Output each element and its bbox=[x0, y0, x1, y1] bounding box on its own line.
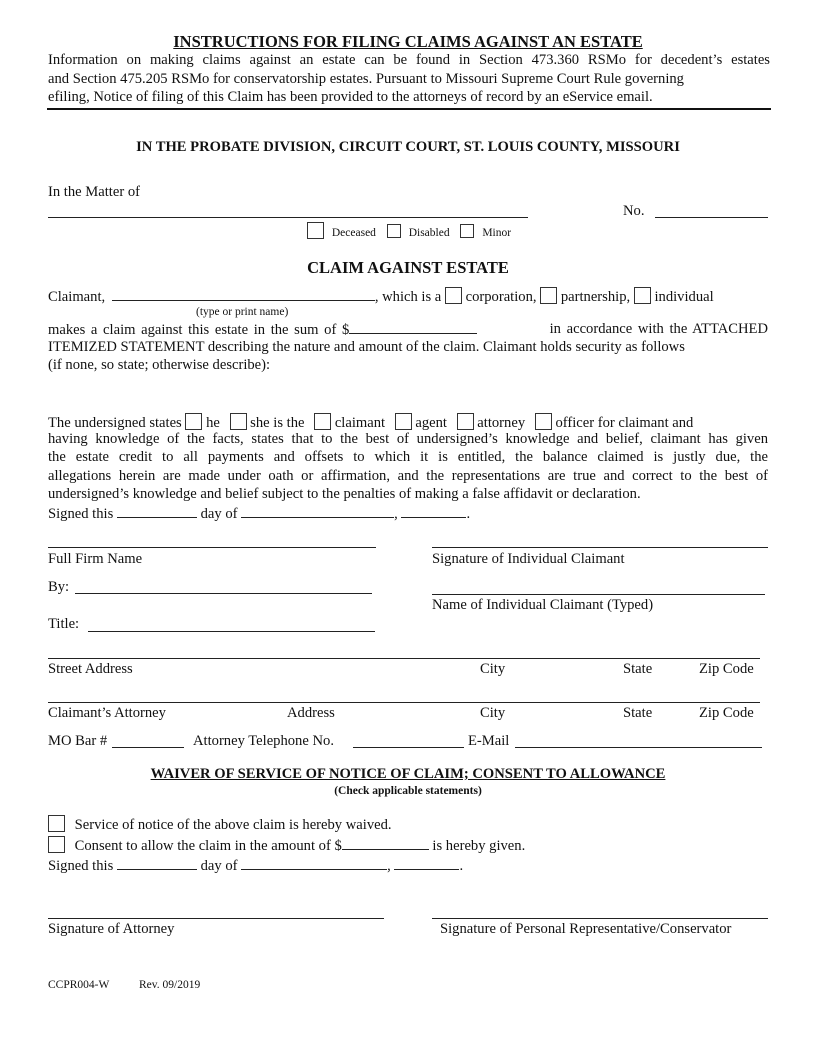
city-label: City bbox=[480, 661, 506, 677]
agent-role-label: agent bbox=[415, 415, 447, 431]
street-address-line[interactable] bbox=[48, 658, 760, 659]
partnership-label: partnership, bbox=[560, 289, 631, 305]
consent-suffix: is hereby given. bbox=[432, 838, 526, 854]
attorney-address-line[interactable] bbox=[48, 702, 760, 703]
rep-signature-line[interactable] bbox=[432, 918, 768, 919]
disabled-label: Disabled bbox=[408, 227, 450, 239]
affidavit-line-4: undersigned’s knowledge and belief subject to the penalties of making a false affidavit or declaration. bbox=[48, 486, 641, 502]
officer-role-label: officer for claimant and bbox=[555, 415, 694, 431]
waiver-title: WAIVER OF SERVICE OF NOTICE OF CLAIM; CONSENT TO ALLOWANCE bbox=[150, 766, 666, 782]
case-number-field[interactable] bbox=[655, 217, 768, 218]
attorney-state-label: State bbox=[623, 705, 653, 721]
agent-role-checkbox[interactable] bbox=[395, 413, 412, 430]
street-address-label: Street Address bbox=[48, 661, 133, 677]
affidavit-signed-row: Signed this day of , . bbox=[48, 506, 471, 522]
instructions-text bbox=[48, 51, 770, 107]
attorney-signature-label: Signature of Attorney bbox=[48, 921, 175, 937]
mo-bar-field[interactable] bbox=[112, 747, 184, 748]
claimant-role-label: claimant bbox=[334, 415, 386, 431]
full-firm-name-label: Full Firm Name bbox=[48, 551, 143, 567]
signed-month-field[interactable] bbox=[241, 505, 394, 518]
sum-suffix: in accordance with the ATTACHED bbox=[549, 321, 768, 337]
claim-sum-row bbox=[48, 321, 768, 339]
disabled-checkbox[interactable] bbox=[387, 224, 401, 238]
waiver-year-field[interactable] bbox=[394, 857, 459, 870]
attorney-role-label: attorney bbox=[477, 415, 526, 431]
matter-status-options bbox=[307, 222, 511, 239]
sum-prefix: makes a claim against this estate in the sum of $ bbox=[48, 322, 350, 338]
signed-year-field[interactable] bbox=[401, 505, 466, 518]
case-number-label: No. bbox=[623, 203, 645, 219]
she-label: she bbox=[250, 415, 270, 431]
firm-name-line[interactable] bbox=[48, 547, 376, 548]
individual-name-label: Name of Individual Claimant (Typed) bbox=[432, 597, 654, 613]
affidavit-line-2: the estate credit to all payments and offsets to which it is entitled, the balance claimed is justly due, the bbox=[48, 449, 768, 465]
title-label: Title: bbox=[48, 616, 80, 632]
affidavit-first-line bbox=[48, 413, 768, 432]
claim-sum-field[interactable] bbox=[349, 321, 477, 334]
deceased-checkbox[interactable] bbox=[307, 222, 324, 239]
waiver-option-consent bbox=[48, 836, 525, 855]
signed-day-field[interactable] bbox=[117, 505, 197, 518]
attorney-role-checkbox[interactable] bbox=[457, 413, 474, 430]
waiver-option-service bbox=[48, 815, 392, 834]
waiver-signed-this-label: Signed this bbox=[48, 858, 114, 874]
mo-bar-label: MO Bar # bbox=[48, 733, 108, 749]
affidavit-line-1: having knowledge of the facts, states that to the best of undersigned’s knowledge and belief, claimant has given bbox=[48, 431, 768, 447]
consent-checkbox[interactable] bbox=[48, 836, 65, 853]
officer-role-checkbox[interactable] bbox=[535, 413, 552, 430]
is-the-label: is the bbox=[273, 415, 305, 431]
intro-line-3: efiling, Notice of filing of this Claim has been provided to the attorneys of record by an eService email. bbox=[48, 89, 653, 105]
minor-label: Minor bbox=[482, 227, 512, 239]
partnership-checkbox[interactable] bbox=[540, 287, 557, 304]
he-checkbox[interactable] bbox=[185, 413, 202, 430]
claim-line-2: ITEMIZED STATEMENT describing the nature and amount of the claim. Claimant holds security as follows bbox=[48, 339, 685, 355]
minor-checkbox[interactable] bbox=[460, 224, 474, 238]
waiver-signed-row: Signed this day of , . bbox=[48, 858, 464, 874]
service-waived-label: Service of notice of the above claim is hereby waived. bbox=[74, 817, 392, 833]
claimant-name-field[interactable] bbox=[112, 288, 375, 301]
individual-signature-label: Signature of Individual Claimant bbox=[432, 551, 625, 567]
claimant-label: Claimant, bbox=[48, 289, 106, 305]
which-is-a-label: , which is a bbox=[374, 289, 442, 305]
claim-line-3: (if none, so state; otherwise describe): bbox=[48, 357, 271, 373]
undersigned-states-label: The undersigned states bbox=[48, 415, 182, 431]
claimant-role-checkbox[interactable] bbox=[314, 413, 331, 430]
she-checkbox[interactable] bbox=[230, 413, 247, 430]
matter-name-field[interactable] bbox=[48, 217, 528, 218]
individual-name-line[interactable] bbox=[432, 594, 765, 595]
claim-title: CLAIM AGAINST ESTATE bbox=[307, 258, 509, 277]
waiver-day-field[interactable] bbox=[117, 857, 197, 870]
intro-line-2: and Section 475.205 RSMo for conservatorship estates. Pursuant to Missouri Supreme Court Rule governing bbox=[48, 70, 684, 87]
waiver-month-field[interactable] bbox=[241, 857, 387, 870]
email-field[interactable] bbox=[515, 747, 762, 748]
form-id: CCPR004-W bbox=[48, 979, 110, 991]
attorney-address-label: Address bbox=[287, 705, 335, 721]
claimant-hint: (type or print name) bbox=[196, 306, 289, 318]
waiver-subtitle: (Check applicable statements) bbox=[334, 785, 482, 797]
rep-signature-label: Signature of Personal Representative/Conservator bbox=[440, 921, 732, 937]
attorney-city-label: City bbox=[480, 705, 506, 721]
email-label: E-Mail bbox=[468, 733, 510, 749]
zip-label: Zip Code bbox=[699, 661, 754, 677]
header-divider bbox=[47, 108, 771, 110]
he-label: he bbox=[206, 415, 220, 431]
form-revision: Rev. 09/2019 bbox=[139, 979, 201, 991]
signed-this-label: Signed this bbox=[48, 506, 114, 522]
consent-label: Consent to allow the claim in the amount of $ bbox=[74, 838, 342, 854]
attorney-phone-label: Attorney Telephone No. bbox=[193, 733, 334, 749]
by-field[interactable] bbox=[75, 593, 372, 594]
individual-label: individual bbox=[654, 289, 714, 305]
intro-line-1: Information on making claims against an estate can be found in Section 473.360 RSMo for decedent’s estates bbox=[48, 52, 770, 68]
title-field[interactable] bbox=[88, 631, 375, 632]
claimant-row bbox=[48, 287, 714, 306]
deceased-label: Deceased bbox=[331, 227, 376, 239]
court-heading: IN THE PROBATE DIVISION, CIRCUIT COURT, ST. LOUIS COUNTY, MISSOURI bbox=[136, 139, 680, 155]
affidavit-line-3: allegations herein are made under oath or affirmation, and the representations are true and correct to the best of bbox=[48, 468, 768, 484]
matter-label: In the Matter of bbox=[48, 184, 140, 200]
consent-amount-field[interactable] bbox=[342, 837, 429, 850]
waiver-day-of-label: day of bbox=[200, 858, 238, 874]
day-of-label: day of bbox=[200, 506, 238, 522]
service-waived-checkbox[interactable] bbox=[48, 815, 65, 832]
corporation-label: corporation, bbox=[465, 289, 537, 305]
attorney-zip-label: Zip Code bbox=[699, 705, 754, 721]
attorney-signature-line[interactable] bbox=[48, 918, 384, 919]
individual-checkbox[interactable] bbox=[634, 287, 651, 304]
individual-signature-line[interactable] bbox=[432, 547, 768, 548]
state-label: State bbox=[623, 661, 653, 677]
corporation-checkbox[interactable] bbox=[445, 287, 462, 304]
attorney-phone-field[interactable] bbox=[353, 747, 464, 748]
by-label: By: bbox=[48, 579, 70, 595]
claimants-attorney-label: Claimant’s Attorney bbox=[48, 705, 166, 721]
instructions-title: INSTRUCTIONS FOR FILING CLAIMS AGAINST AN ESTATE bbox=[173, 32, 643, 51]
